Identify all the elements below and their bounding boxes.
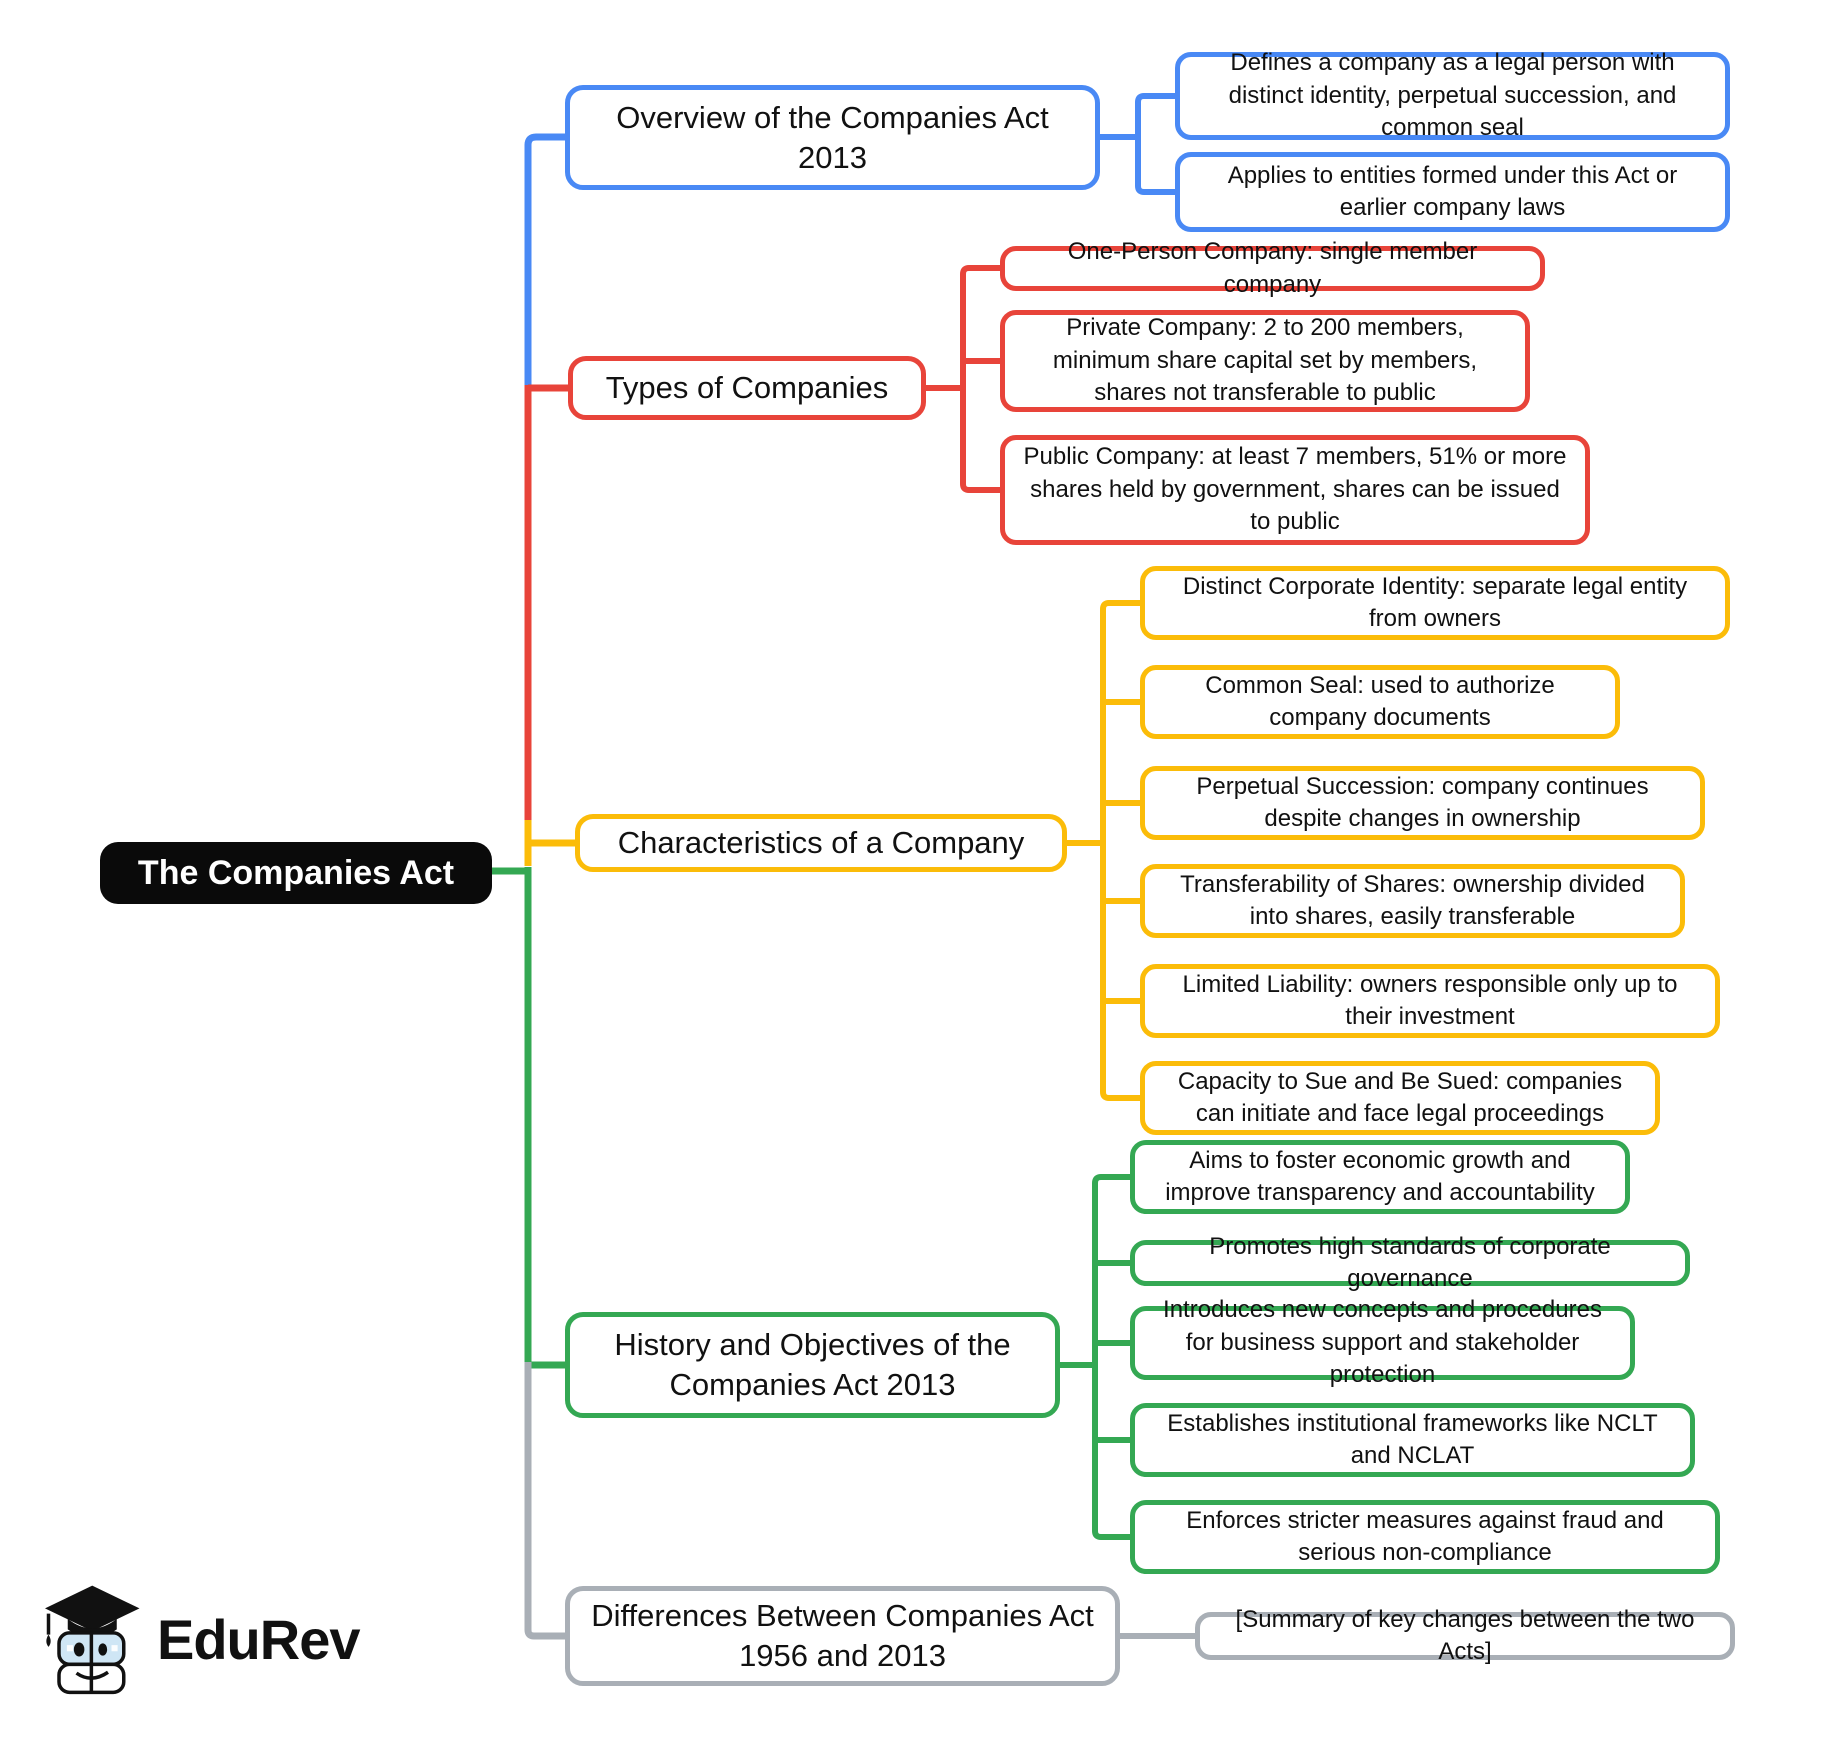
types-child-trunk: [963, 268, 1000, 490]
child-characteristics-5: Limited Liability: owners responsible only up to their investment: [1140, 964, 1720, 1038]
child-history-3: Introduces new concepts and procedures for business support and stakeholder protection: [1130, 1306, 1635, 1380]
child-types-2: Private Company: 2 to 200 members, minimum share capital set by members, shares not transferable to public: [1000, 310, 1530, 412]
edurev-mascot-icon: [38, 1580, 143, 1698]
child-history-1: Aims to foster economic growth and improve transparency and accountability: [1130, 1140, 1630, 1214]
characteristics-child-trunk: [1103, 603, 1140, 1098]
branch-overview: Overview of the Companies Act 2013: [565, 85, 1100, 190]
root-label: The Companies Act: [137, 853, 455, 892]
trunk-blue: [528, 137, 565, 388]
child-overview-1: Defines a company as a legal person with distinct identity, perpetual succession, and common seal: [1175, 52, 1730, 140]
child-characteristics-2: Common Seal: used to authorize company documents: [1140, 665, 1620, 739]
child-overview-2: Applies to entities formed under this Act or earlier company laws: [1175, 152, 1730, 232]
branch-types: Types of Companies: [568, 356, 926, 420]
root-node: [100, 842, 492, 904]
child-differences-1: [Summary of key changes between the two Acts]: [1195, 1612, 1735, 1660]
child-history-2: Promotes high standards of corporate governance: [1130, 1240, 1690, 1286]
child-types-1: One-Person Company: single member company: [1000, 246, 1545, 291]
child-characteristics-1: Distinct Corporate Identity: separate legal entity from owners: [1140, 566, 1730, 640]
branch-differences: Differences Between Companies Act 1956 and 2013: [565, 1586, 1120, 1686]
edurev-logo: [38, 1580, 360, 1698]
trunk-gray: [528, 1362, 565, 1636]
child-characteristics-4: Transferability of Shares: ownership divided into shares, easily transferable: [1140, 864, 1685, 938]
child-types-3: Public Company: at least 7 members, 51% or more shares held by government, shares can be issued to public: [1000, 435, 1590, 545]
history-child-trunk: [1095, 1177, 1130, 1537]
child-characteristics-6: Capacity to Sue and Be Sued: companies can initiate and face legal proceedings: [1140, 1061, 1660, 1135]
child-characteristics-3: Perpetual Succession: company continues despite changes in ownership: [1140, 766, 1705, 840]
child-history-5: Enforces stricter measures against fraud and serious non-compliance: [1130, 1500, 1720, 1574]
overview-child-trunk: [1138, 96, 1175, 192]
branch-characteristics: Characteristics of a Company: [575, 814, 1067, 872]
brand-text: EduRev: [157, 1607, 360, 1671]
child-history-4: Establishes institutional frameworks like NCLT and NCLAT: [1130, 1403, 1695, 1477]
branch-history: History and Objectives of the Companies Act 2013: [565, 1312, 1060, 1418]
